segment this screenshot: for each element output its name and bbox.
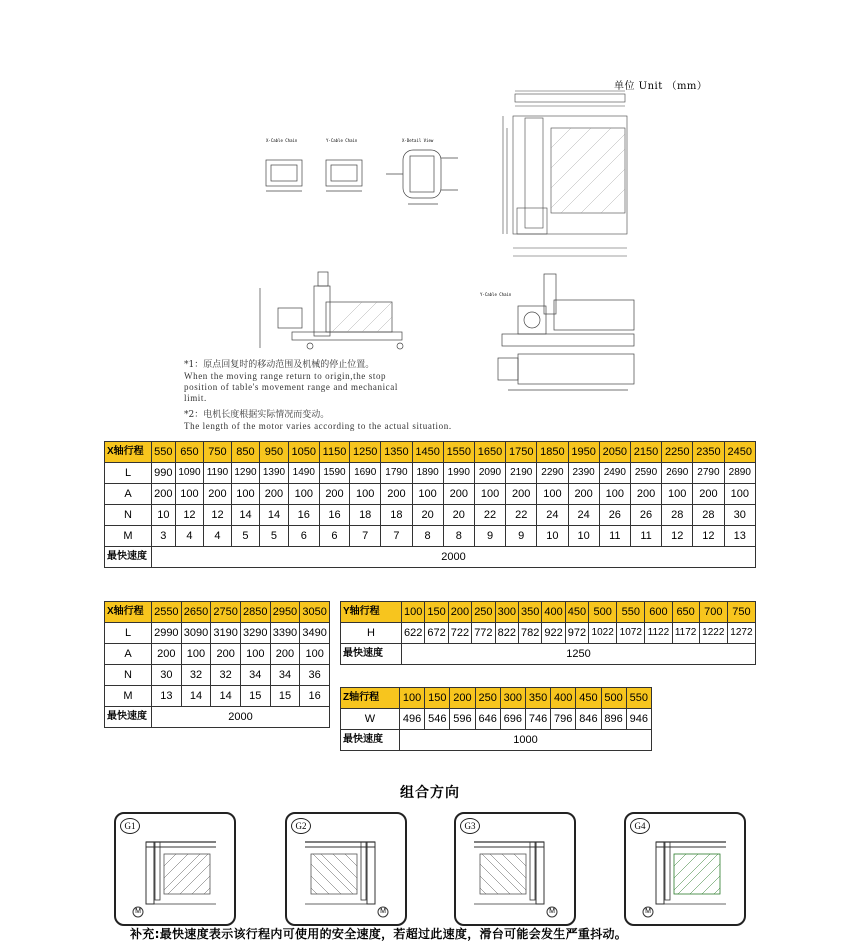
table-cell: 822 <box>495 623 518 644</box>
front-view-drawing <box>478 270 638 400</box>
note-2 <box>184 410 452 432</box>
table-cell: 496 <box>400 709 425 730</box>
speed-value: 1000 <box>400 730 652 751</box>
table-row <box>341 623 756 644</box>
table-cell: 5 <box>231 526 259 547</box>
table-cell: 20 <box>443 505 474 526</box>
stroke-value: 2150 <box>630 442 661 463</box>
table-cell: 1990 <box>443 463 474 484</box>
table-cell: 646 <box>475 709 500 730</box>
table-cell: 622 <box>402 623 425 644</box>
row-label: L <box>105 463 152 484</box>
table-cell: 200 <box>152 644 182 665</box>
table-cell: 20 <box>412 505 443 526</box>
table-cell: 200 <box>211 644 241 665</box>
combo-label: G3 <box>460 818 480 834</box>
table-cell: 200 <box>693 484 724 505</box>
table-cell: 100 <box>474 484 505 505</box>
combo-g4 <box>624 812 746 926</box>
table-cell: 2190 <box>506 463 537 484</box>
table-cell: 9 <box>506 526 537 547</box>
stroke-value: 1150 <box>319 442 349 463</box>
speed-label: 最快速度 <box>105 707 152 728</box>
stroke-value: 2850 <box>240 602 270 623</box>
table-cell: 946 <box>626 709 651 730</box>
x-detail-view-drawing <box>378 138 468 218</box>
table-row <box>105 686 330 707</box>
stroke-value: 350 <box>518 602 541 623</box>
combo-g1 <box>114 812 236 926</box>
y-cable-chain-drawing <box>322 138 368 198</box>
table-cell: 18 <box>350 505 381 526</box>
table-cell: 24 <box>568 505 599 526</box>
table-cell: 1222 <box>699 623 727 644</box>
stroke-header-label: Y轴行程 <box>341 602 402 623</box>
table-cell: 1790 <box>381 463 412 484</box>
stroke-value: 950 <box>260 442 288 463</box>
row-label: N <box>105 665 152 686</box>
table-cell: 672 <box>425 623 448 644</box>
motor-icon: M <box>645 908 651 915</box>
table-cell: 32 <box>181 665 211 686</box>
table-row <box>105 526 756 547</box>
table-cell: 2990 <box>152 623 182 644</box>
stroke-header-label: X轴行程 <box>105 602 152 623</box>
table-row <box>341 709 652 730</box>
table-cell: 2390 <box>568 463 599 484</box>
table-cell: 12 <box>662 526 693 547</box>
table-cell: 1690 <box>350 463 381 484</box>
table-cell: 2890 <box>724 463 755 484</box>
stroke-value: 1250 <box>350 442 381 463</box>
stroke-value: 1050 <box>288 442 319 463</box>
table-cell: 100 <box>181 644 211 665</box>
z-stroke-table <box>340 687 652 751</box>
stroke-value: 700 <box>699 602 727 623</box>
table-cell: 100 <box>231 484 259 505</box>
note-1-en-1: When the moving range return to origin,the stop <box>184 371 387 381</box>
motor-icon: M <box>549 908 555 915</box>
table-cell: 1022 <box>589 623 617 644</box>
table-cell: 1590 <box>319 463 349 484</box>
table-cell: 546 <box>425 709 450 730</box>
x-detail-view-label: X-Detail View <box>402 138 434 143</box>
table-row <box>105 484 756 505</box>
row-label: N <box>105 505 152 526</box>
table-cell: 2290 <box>537 463 568 484</box>
table-cell: 16 <box>300 686 330 707</box>
table-cell: 12 <box>204 505 232 526</box>
table-cell: 34 <box>270 665 300 686</box>
table-cell: 6 <box>288 526 319 547</box>
stroke-value: 100 <box>400 688 425 709</box>
table-cell: 1890 <box>412 463 443 484</box>
table-cell: 26 <box>599 505 630 526</box>
table-row <box>105 463 756 484</box>
row-label: A <box>105 484 152 505</box>
stroke-value: 100 <box>402 602 425 623</box>
table-cell: 796 <box>551 709 576 730</box>
stroke-value: 1750 <box>506 442 537 463</box>
stroke-value: 2550 <box>152 602 182 623</box>
y-cable-chain-side-label: Y-Cable Chain <box>480 292 512 297</box>
stroke-value: 550 <box>152 442 176 463</box>
stroke-value: 3050 <box>300 602 330 623</box>
stroke-value: 1850 <box>537 442 568 463</box>
motor-icon: M <box>135 908 141 915</box>
table-cell: 4 <box>175 526 203 547</box>
stroke-value: 750 <box>727 602 755 623</box>
stroke-value: 1350 <box>381 442 412 463</box>
table-cell: 200 <box>443 484 474 505</box>
table-cell: 1390 <box>260 463 288 484</box>
stroke-value: 150 <box>425 688 450 709</box>
note-1-cn: *1：原点回复时的移动范围及机械的停止位置。 <box>184 360 375 370</box>
stroke-value: 2050 <box>599 442 630 463</box>
row-label: H <box>341 623 402 644</box>
table-cell: 1190 <box>204 463 232 484</box>
table-cell: 15 <box>240 686 270 707</box>
table-cell: 6 <box>319 526 349 547</box>
table-cell: 26 <box>630 505 661 526</box>
table-cell: 1290 <box>231 463 259 484</box>
table-cell: 990 <box>152 463 176 484</box>
table-cell: 2690 <box>662 463 693 484</box>
row-label: W <box>341 709 400 730</box>
table-cell: 3 <box>152 526 176 547</box>
stroke-value: 200 <box>450 688 475 709</box>
x-stroke-table-1 <box>104 441 756 568</box>
table-cell: 896 <box>601 709 626 730</box>
stroke-header-label: X轴行程 <box>105 442 152 463</box>
combo-label: G1 <box>120 818 140 834</box>
table-cell: 36 <box>300 665 330 686</box>
table-cell: 596 <box>450 709 475 730</box>
table-cell: 922 <box>542 623 565 644</box>
table-row <box>105 665 330 686</box>
table-cell: 100 <box>599 484 630 505</box>
table-cell: 200 <box>319 484 349 505</box>
stroke-value: 550 <box>617 602 645 623</box>
table-cell: 11 <box>630 526 661 547</box>
table-cell: 11 <box>599 526 630 547</box>
row-label: A <box>105 644 152 665</box>
stroke-value: 450 <box>565 602 588 623</box>
table-cell: 200 <box>204 484 232 505</box>
table-cell: 200 <box>630 484 661 505</box>
table-cell: 100 <box>175 484 203 505</box>
y-stroke-table <box>340 601 756 665</box>
stroke-value: 250 <box>472 602 495 623</box>
table-cell: 100 <box>300 644 330 665</box>
table-cell: 4 <box>204 526 232 547</box>
table-cell: 2490 <box>599 463 630 484</box>
stroke-value: 1550 <box>443 442 474 463</box>
table-cell: 24 <box>537 505 568 526</box>
stroke-value: 650 <box>175 442 203 463</box>
table-cell: 1090 <box>175 463 203 484</box>
table-cell: 722 <box>448 623 471 644</box>
note-1 <box>184 360 398 404</box>
table-cell: 3190 <box>211 623 241 644</box>
table-cell: 200 <box>270 644 300 665</box>
table-cell: 28 <box>693 505 724 526</box>
speed-label: 最快速度 <box>105 547 152 568</box>
table-cell: 28 <box>662 505 693 526</box>
stroke-header-label: Z轴行程 <box>341 688 400 709</box>
table-cell: 8 <box>412 526 443 547</box>
table-cell: 16 <box>288 505 319 526</box>
x-stroke-table-2 <box>104 601 330 728</box>
combo-label: G2 <box>291 818 311 834</box>
table-cell: 972 <box>565 623 588 644</box>
stroke-value: 500 <box>589 602 617 623</box>
stroke-value: 300 <box>500 688 525 709</box>
top-view-drawing <box>495 88 645 268</box>
table-cell: 782 <box>518 623 541 644</box>
speed-label: 最快速度 <box>341 730 400 751</box>
table-cell: 200 <box>381 484 412 505</box>
y-cable-chain-label: Y-Cable Chain <box>326 138 358 143</box>
table-cell: 10 <box>537 526 568 547</box>
stroke-value: 450 <box>576 688 601 709</box>
table-cell: 34 <box>240 665 270 686</box>
stroke-value: 400 <box>551 688 576 709</box>
table-cell: 3290 <box>240 623 270 644</box>
row-label: L <box>105 623 152 644</box>
stroke-value: 2450 <box>724 442 755 463</box>
table-cell: 2790 <box>693 463 724 484</box>
unit-label: 单位 Unit （mm） <box>614 81 708 92</box>
stroke-value: 2750 <box>211 602 241 623</box>
stroke-value: 2950 <box>270 602 300 623</box>
table-cell: 8 <box>443 526 474 547</box>
table-cell: 5 <box>260 526 288 547</box>
combo-g2 <box>285 812 407 926</box>
table-cell: 200 <box>152 484 176 505</box>
row-label: M <box>105 526 152 547</box>
row-label: M <box>105 686 152 707</box>
stroke-value: 850 <box>231 442 259 463</box>
stroke-value: 650 <box>672 602 699 623</box>
table-cell: 100 <box>662 484 693 505</box>
table-cell: 3090 <box>181 623 211 644</box>
table-cell: 200 <box>260 484 288 505</box>
table-cell: 3490 <box>300 623 330 644</box>
table-cell: 696 <box>500 709 525 730</box>
stroke-value: 2250 <box>662 442 693 463</box>
footnote: 补充:最快速度表示该行程内可使用的安全速度，若超过此速度，滑台可能会发生严重抖动。 <box>130 927 628 941</box>
stroke-value: 350 <box>525 688 550 709</box>
stroke-value: 150 <box>425 602 448 623</box>
table-cell: 846 <box>576 709 601 730</box>
table-cell: 2590 <box>630 463 661 484</box>
table-cell: 22 <box>474 505 505 526</box>
table-cell: 100 <box>350 484 381 505</box>
x-cable-chain-drawing <box>262 138 308 198</box>
x-cable-chain-label: X-Cable Chain <box>266 138 298 143</box>
table-cell: 18 <box>381 505 412 526</box>
speed-label: 最快速度 <box>341 644 402 665</box>
table-cell: 30 <box>724 505 755 526</box>
stroke-value: 750 <box>204 442 232 463</box>
table-cell: 32 <box>211 665 241 686</box>
stroke-value: 1650 <box>474 442 505 463</box>
table-cell: 100 <box>412 484 443 505</box>
stroke-value: 1950 <box>568 442 599 463</box>
stroke-value: 600 <box>645 602 672 623</box>
table-row <box>105 644 330 665</box>
table-cell: 12 <box>175 505 203 526</box>
stroke-value: 2650 <box>181 602 211 623</box>
speed-value: 2000 <box>152 707 330 728</box>
table-cell: 15 <box>270 686 300 707</box>
table-cell: 9 <box>474 526 505 547</box>
stroke-value: 500 <box>601 688 626 709</box>
table-row <box>105 623 330 644</box>
table-cell: 22 <box>506 505 537 526</box>
stroke-value: 400 <box>542 602 565 623</box>
table-cell: 200 <box>568 484 599 505</box>
table-cell: 3390 <box>270 623 300 644</box>
stroke-value: 1450 <box>412 442 443 463</box>
combo-g3 <box>454 812 576 926</box>
table-row <box>105 505 756 526</box>
table-cell: 14 <box>211 686 241 707</box>
table-cell: 200 <box>506 484 537 505</box>
table-cell: 7 <box>350 526 381 547</box>
table-cell: 1272 <box>727 623 755 644</box>
note-1-en-2: position of table's movement range and mechanical <box>184 382 398 392</box>
note-1-en-3: limit. <box>184 393 207 403</box>
speed-value: 1250 <box>402 644 756 665</box>
table-cell: 30 <box>152 665 182 686</box>
note-2-en: The length of the motor varies according to the actual situation. <box>184 421 452 431</box>
table-cell: 2090 <box>474 463 505 484</box>
motor-icon: M <box>380 908 386 915</box>
table-cell: 1172 <box>672 623 699 644</box>
table-cell: 100 <box>240 644 270 665</box>
table-cell: 10 <box>568 526 599 547</box>
speed-value: 2000 <box>152 547 756 568</box>
combo-title: 组合方向 <box>400 785 460 801</box>
table-cell: 1490 <box>288 463 319 484</box>
note-2-cn: *2：电机长度根据实际情况而变动。 <box>184 410 330 420</box>
table-cell: 1122 <box>645 623 672 644</box>
table-cell: 7 <box>381 526 412 547</box>
table-cell: 100 <box>288 484 319 505</box>
table-cell: 100 <box>724 484 755 505</box>
table-cell: 746 <box>525 709 550 730</box>
table-cell: 1072 <box>617 623 645 644</box>
table-cell: 14 <box>181 686 211 707</box>
table-cell: 13 <box>724 526 755 547</box>
side-view-drawing <box>252 268 412 360</box>
table-cell: 13 <box>152 686 182 707</box>
combo-label: G4 <box>630 818 650 834</box>
table-cell: 12 <box>693 526 724 547</box>
table-cell: 10 <box>152 505 176 526</box>
table-cell: 16 <box>319 505 349 526</box>
stroke-value: 250 <box>475 688 500 709</box>
table-cell: 14 <box>231 505 259 526</box>
stroke-value: 200 <box>448 602 471 623</box>
table-cell: 100 <box>537 484 568 505</box>
stroke-value: 300 <box>495 602 518 623</box>
stroke-value: 550 <box>626 688 651 709</box>
table-cell: 14 <box>260 505 288 526</box>
table-cell: 772 <box>472 623 495 644</box>
stroke-value: 2350 <box>693 442 724 463</box>
